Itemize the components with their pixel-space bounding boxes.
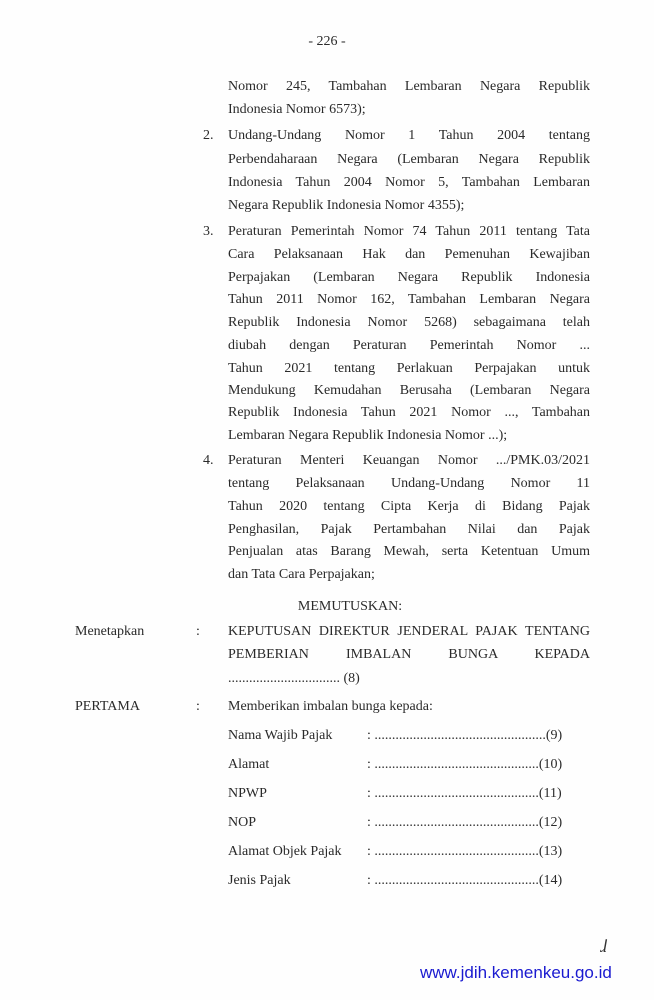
menetapkan-label: Menetapkan xyxy=(75,624,145,639)
footer-url-link[interactable]: www.jdih.kemenkeu.go.id xyxy=(420,963,612,982)
field-value: : ...............................................(10) xyxy=(367,757,563,772)
list-item-line: Republik Indonesia Nomor 5268) sebagaimana telah xyxy=(228,315,590,330)
list-item-line: Tahun 2021 tentang Perlakuan Perpajakan untuk xyxy=(228,361,590,376)
list-item-line: Perpajakan (Lembaran Negara Republik Indonesia xyxy=(228,270,590,285)
list-number: 4. xyxy=(203,453,214,468)
list-item-line: tentang Pelaksanaan Undang-Undang Nomor 11 xyxy=(228,476,590,491)
field-label: NPWP xyxy=(228,786,267,801)
colon: : xyxy=(196,699,200,714)
pertama-label: PERTAMA xyxy=(75,699,140,714)
field-value: : ...............................................(14) xyxy=(367,873,563,888)
list-item-line: Mendukung Kemudahan Berusaha (Lembaran Negara xyxy=(228,383,590,398)
field-value: : ...............................................(13) xyxy=(367,844,563,859)
list-item-line: Indonesia Tahun 2004 Nomor 5, Tambahan Lembaran xyxy=(228,175,590,190)
list-item-line: Undang-Undang Nomor 1 Tahun 2004 tentang xyxy=(228,128,590,143)
paraf-mark: ɺ xyxy=(600,936,608,956)
list-item-line: Peraturan Pemerintah Nomor 74 Tahun 2011 tentang Tata xyxy=(228,224,590,239)
list-item-line: Penjualan atas Barang Mewah, serta Ketentuan Umum xyxy=(228,544,590,559)
field-value: : ...............................................(12) xyxy=(367,815,563,830)
field-label: Alamat Objek Pajak xyxy=(228,844,342,859)
list-number: 3. xyxy=(203,224,214,239)
text-line: Nomor 245, Tambahan Lembaran Negara Republik xyxy=(228,79,590,94)
list-item-line: Peraturan Menteri Keuangan Nomor .../PMK.03/2021 xyxy=(228,453,590,468)
list-item-line: Lembaran Negara Republik Indonesia Nomor ...); xyxy=(228,428,508,443)
pertama-text: Memberikan imbalan bunga kepada: xyxy=(228,699,433,714)
list-number: 2. xyxy=(203,128,214,143)
colon: : xyxy=(196,624,200,639)
field-value: : .................................................(9) xyxy=(367,728,563,743)
section-heading: MEMUTUSKAN: xyxy=(297,599,403,614)
text-line: Indonesia Nomor 6573); xyxy=(228,102,366,117)
field-value: : ...............................................(11) xyxy=(367,786,562,801)
list-item-line: Penghasilan, Pajak Pertambahan Nilai dan Pajak xyxy=(228,522,590,537)
list-item-line: Tahun 2011 Nomor 162, Tambahan Lembaran Negara xyxy=(228,292,590,307)
field-label: Nama Wajib Pajak xyxy=(228,728,333,743)
decision-title-line: PEMBERIAN IMBALAN BUNGA KEPADA xyxy=(228,647,590,662)
list-item-line: Negara Republik Indonesia Nomor 4355); xyxy=(228,198,465,213)
list-item-line: Cara Pelaksanaan Hak dan Pemenuhan Kewajiban xyxy=(228,247,590,262)
field-label: Jenis Pajak xyxy=(228,873,291,888)
field-label: NOP xyxy=(228,815,257,830)
decision-title-line: ................................ (8) xyxy=(228,671,360,686)
list-item-line: diubah dengan Peraturan Pemerintah Nomor ... xyxy=(228,338,590,353)
list-item-line: Republik Indonesia Tahun 2021 Nomor ..., Tambahan xyxy=(228,405,590,420)
list-item-line: Perbendaharaan Negara (Lembaran Negara Republik xyxy=(228,152,590,167)
page-number: - 226 - xyxy=(308,34,346,49)
decision-title-line: KEPUTUSAN DIREKTUR JENDERAL PAJAK TENTANG xyxy=(228,624,590,639)
list-item-line: dan Tata Cara Perpajakan; xyxy=(228,567,375,582)
list-item-line: Tahun 2020 tentang Cipta Kerja di Bidang Pajak xyxy=(228,499,590,514)
field-label: Alamat xyxy=(228,757,270,772)
